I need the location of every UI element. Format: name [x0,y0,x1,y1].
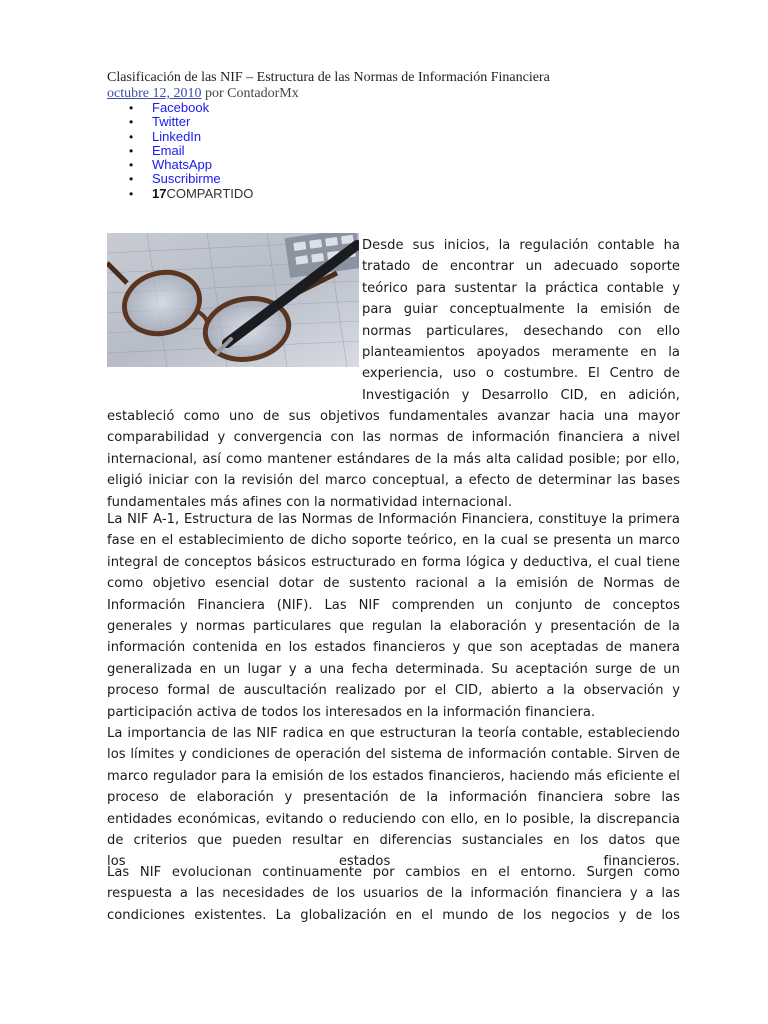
text-line: para guiar conceptualmente la emisión de [362,302,680,318]
share-count-label: COMPARTIDO [166,185,254,201]
share-link-twitter[interactable]: Twitter [152,114,191,130]
text-line: marco regulador para la emisión de los estados financieros, haciendo más eficiente el [107,768,680,784]
text-line: generales y normas particulares que regulan la elaboración y presentación de la [107,618,680,634]
post-date-link[interactable]: octubre 12, 2010 [107,86,202,101]
text-line: los límites y condiciones de operación del sistema de información contable. Sirven de [107,747,680,763]
text-line: proceso de elaboración y presentación de la información financiera sobre las [107,790,680,806]
author: por ContadorMx [204,86,299,101]
text-line: integral de conceptos básicos estructurado en forma lógica y deductiva, el cual tiene [107,554,680,570]
text-line: teórico para sustentar la práctica contable y [362,280,680,296]
share-link-whatsapp[interactable]: WhatsApp [152,157,212,173]
text-line: La NIF A-1, Estructura de las Normas de Información Financiera, constituye la primera [107,512,680,527]
share-count [107,187,253,201]
paragraph-2 [107,509,680,723]
share-link-subscribe[interactable]: Suscribirme [152,171,221,187]
text-line: La importancia de las NIF radica en que estructuran la teoría contable, estableciendo [107,726,680,741]
share-count-number: 17 [152,185,167,201]
share-item-linkedin [107,130,253,144]
text-line: información contenida en los estados financieros y que son aceptadas de manera [107,640,680,656]
share-link-email[interactable]: Email [152,142,185,158]
text-line: respuesta a las necesidades de los usuarios de la información financiera y a las [107,886,680,902]
share-item-whatsapp [107,158,253,172]
text-line: normas particulares, desechando con ello [362,323,680,339]
paragraph-1-narrow [362,235,680,406]
share-item-subscribe [107,172,253,186]
share-link-facebook[interactable]: Facebook [152,100,210,115]
text-line: los estados financieros. [107,854,680,870]
text-line: tratado de encontrar un adecuado soporte [362,259,680,275]
article-title: Clasificación de las NIF – Estructura de las Normas de Información Financiera [107,70,550,85]
text-line: planteamientos apoyados meramente en la [362,344,680,360]
text-line: condiciones existentes. La globalización en el mundo de los negocios y de los [107,907,680,923]
text-line: Investigación y Desarrollo CID, en adición, [362,387,680,403]
text-line: de criterios que pueden resultar en diferencias sustanciales en los datos que [107,832,680,848]
text-line: fundamentales más afines con la normatividad internacional. [107,494,513,510]
paragraph-3 [107,723,680,873]
share-item-facebook [107,101,253,115]
share-item-twitter [107,115,253,129]
text-line: entidades económicas, evitando o reduciendo con ello, en lo posible, la discrepancia [107,811,680,827]
share-item-email [107,144,253,158]
text-line: proceso formal de auscultación realizado por el CID, abierto a la observación y [107,683,680,699]
text-line: como objetivo esencial dotar de sustento racional a la emisión de Normas de [107,576,680,592]
text-line: estableció como uno de sus objetivos fundamentales avanzar hacia una mayor [107,409,680,424]
text-line: participación activa de todos los interesados en la información financiera. [107,704,596,720]
text-line: eligió iniciar con la revisión del marco conceptual, a efecto de determinar las bases [107,473,680,489]
text-line: Información Financiera (NIF). Las NIF comprenden un conjunto de conceptos [107,597,680,613]
text-line: comparabilidad y convergencia con las normas de información financiera a nivel [107,430,680,446]
text-line: Desde sus inicios, la regulación contable ha [362,238,680,253]
text-line: Las NIF evolucionan continuamente por cambios en el entorno. Surgen como [107,865,680,880]
text-line: internacional, así como mantener estándares de la más alta calidad posible; por ello, [107,451,680,467]
paragraph-4 [107,862,680,926]
article-photo [107,233,359,367]
text-line: experiencia, uso o costumbre. El Centro de [362,366,680,382]
paragraph-1-wide [107,406,680,513]
glasses-and-pen-image [107,233,359,367]
share-link-linkedin[interactable]: LinkedIn [152,128,202,144]
share-list [107,101,253,201]
text-line: generalizada en un lugar y a una fecha determinada. Su aceptación surge de un [107,661,680,677]
text-line: fase en el establecimiento de dicho soporte teórico, en la cual se presenta un marco [107,533,680,549]
